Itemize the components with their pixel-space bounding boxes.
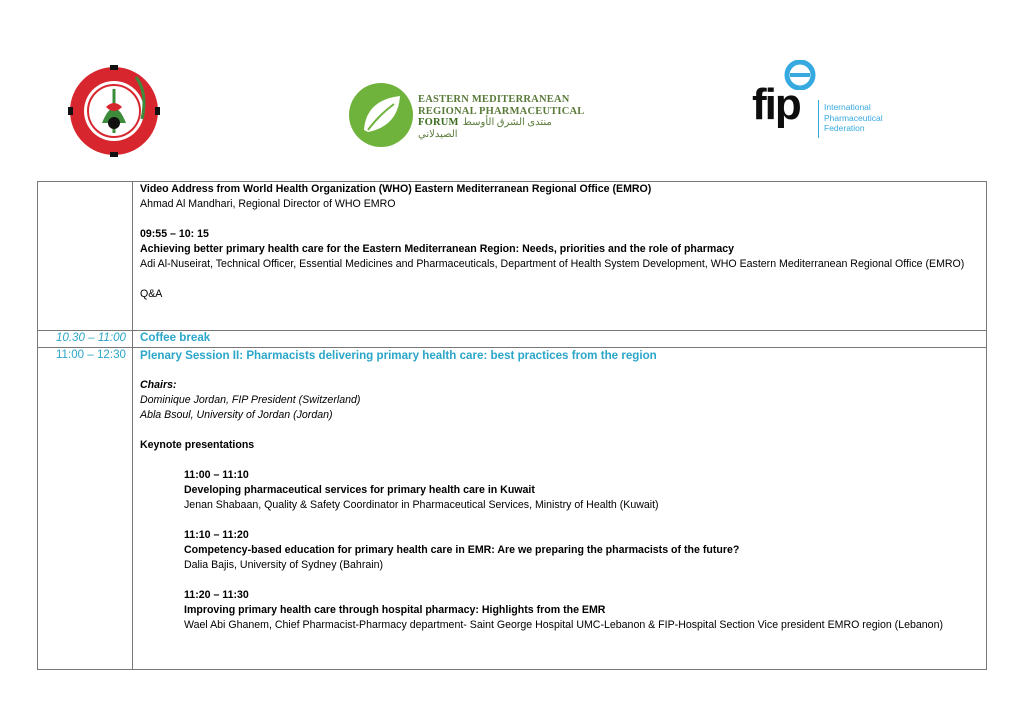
- talk-list: [140, 468, 986, 633]
- talk-time: 11:20 – 11:30: [184, 589, 249, 601]
- chair-name: Abla Bsoul, University of Jordan (Jordan): [140, 409, 333, 421]
- qa-label: Q&A: [140, 288, 163, 300]
- content-cell: [133, 348, 987, 670]
- fip-word: fip: [752, 80, 800, 129]
- fip-org-line1: International: [824, 102, 871, 112]
- forum-logo: [348, 82, 588, 148]
- fip-org-line2: Pharmaceutical: [824, 112, 883, 123]
- plenary-session-title: Plenary Session II: Pharmacists delivering primary health care: best practices from the region: [140, 349, 657, 362]
- talk-time: 11:10 – 11:20: [184, 529, 249, 541]
- fip-organisation-name: [824, 102, 883, 134]
- session-title: Video Address from World Health Organization (WHO) Eastern Mediterranean Regional Office (EMRO): [140, 183, 652, 195]
- green-leaf-circle-icon: [348, 82, 414, 148]
- talk-title: Improving primary health care through hospital pharmacy: Highlights from the EMR: [184, 604, 606, 616]
- content-cell: [133, 182, 987, 331]
- table-row: [38, 348, 987, 670]
- forum-line3: FORUM: [418, 117, 459, 128]
- time-cell: 10.30 – 11:00: [38, 331, 133, 348]
- time-cell: [38, 182, 133, 331]
- forum-line1: EASTERN MEDITERRANEAN: [418, 94, 570, 105]
- talk-speaker: Jenan Shabaan, Quality & Safety Coordinator in Pharmaceutical Services, Ministry of Health (Kuwait): [184, 499, 659, 511]
- session-title: Achieving better primary health care for the Eastern Mediterranean Region: Needs, priorities and the role of pharmacy: [140, 243, 734, 255]
- keynote-label: Keynote presentations: [140, 439, 255, 451]
- talk-title: Competency-based education for primary health care in EMR: Are we preparing the pharmacists of the future?: [184, 544, 740, 556]
- forum-arabic: منتدى الشرق الأوسط الصيدلاني: [418, 117, 552, 140]
- fip-org-line3: Federation: [824, 123, 865, 133]
- fip-divider: [818, 100, 819, 138]
- fip-logo: [752, 60, 902, 144]
- chairs-label: Chairs:: [140, 379, 177, 391]
- chair-name: Dominique Jordan, FIP President (Switzerland): [140, 394, 361, 406]
- speaker: Adi Al-Nuseirat, Technical Officer, Essential Medicines and Pharmaceuticals, Department of Health System Development, WHO Eastern Mediterranean Regional Office (EMRO): [140, 258, 965, 270]
- coffee-break-label: Coffee break: [133, 331, 987, 348]
- talk-speaker: Dalia Bajis, University of Sydney (Bahrain): [184, 559, 384, 571]
- forum-name: [418, 94, 588, 140]
- table-row: [38, 182, 987, 331]
- talk-time: 11:00 – 11:10: [184, 469, 249, 481]
- speaker: Ahmad Al Mandhari, Regional Director of WHO EMRO: [140, 198, 396, 210]
- time-cell: 11:00 – 12:30: [38, 348, 133, 670]
- session-time: 09:55 – 10: 15: [140, 228, 209, 240]
- table-row: [38, 331, 987, 348]
- forum-line2: REGIONAL PHARMACEUTICAL: [418, 105, 585, 117]
- talk-title: Developing pharmaceutical services for primary health care in Kuwait: [184, 484, 535, 496]
- jordan-pharmacists-association-seal-icon: [66, 63, 162, 159]
- logo-header: [0, 0, 1024, 170]
- talk-speaker: Wael Abi Ghanem, Chief Pharmacist-Pharmacy department- Saint George Hospital UMC-Lebanon & FIP-Hospital Section Vice president EMRO region (Lebanon): [184, 619, 943, 631]
- programme-table: [37, 181, 987, 670]
